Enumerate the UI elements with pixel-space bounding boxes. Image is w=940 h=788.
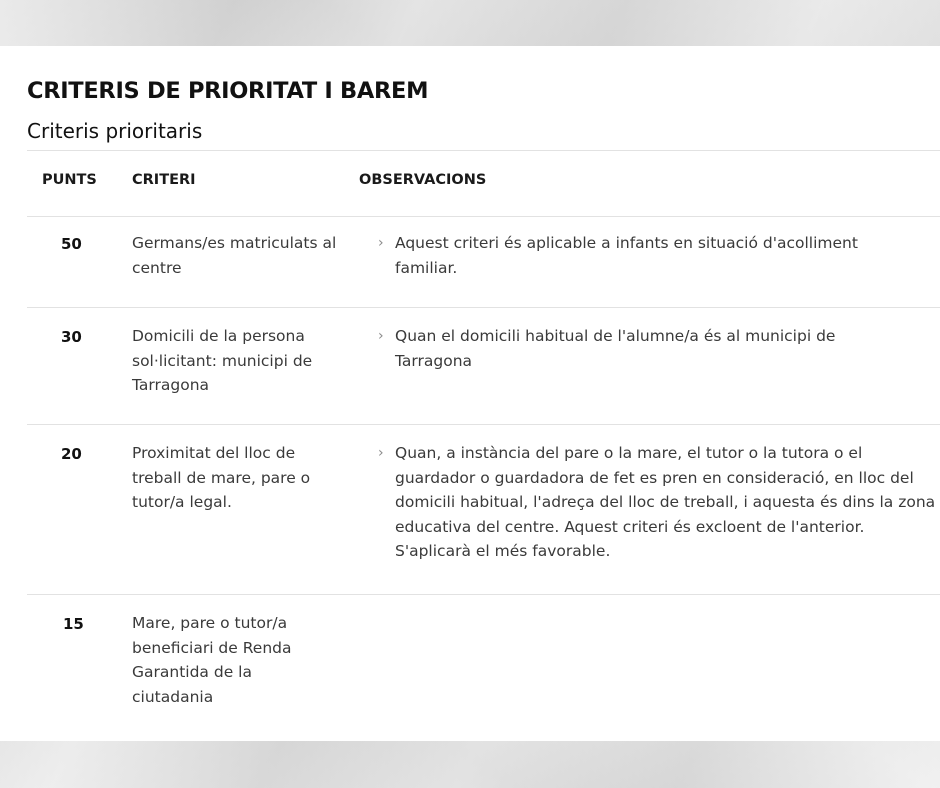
points-value: 30: [61, 328, 82, 346]
column-header-observacions: OBSERVACIONS: [359, 172, 487, 188]
column-header-punts: PUNTS: [42, 172, 97, 188]
divider: [27, 216, 940, 217]
chevron-right-icon: ›: [378, 328, 384, 344]
observacio-text: Aquest criteri és aplicable a infants en situació d'acolliment familiar.: [395, 234, 858, 277]
chevron-right-icon: ›: [378, 235, 384, 251]
criteri-text: Proximitat del lloc de treball de mare, pare o tutor/a legal.: [132, 444, 311, 511]
criteri-text: Germans/es matriculats al centre: [132, 234, 337, 277]
page-title: CRITERIS DE PRIORITAT I BAREM: [27, 78, 429, 104]
observacio-text: Quan, a instància del pare o la mare, el tutor o la tutora o el guardador o guardadora de fet es pren en consideració, en lloc del domicili habitual, l'adreça del lloc de treball, i aquesta és dins la zona educativa del centre. Aquest criteri és excloent de l'anterior. S'aplicarà el més favorable.: [395, 444, 936, 560]
observacio-text: Quan el domicili habitual de l'alumne/a és al municipi de Tarragona: [395, 327, 836, 370]
criteri-text: Domicili de la persona sol·licitant: municipi de Tarragona: [132, 327, 313, 394]
section-subtitle: Criteris prioritaris: [27, 119, 203, 143]
points-value: 50: [61, 235, 82, 253]
criteri-text: Mare, pare o tutor/a beneficiari de Renda Garantida de la ciutadania: [132, 614, 292, 706]
chevron-right-icon: ›: [378, 445, 384, 461]
content-card: [0, 46, 940, 741]
column-header-criteri: CRITERI: [132, 172, 196, 188]
points-value: 15: [63, 615, 84, 633]
divider: [27, 424, 940, 425]
divider: [27, 150, 940, 151]
divider: [27, 307, 940, 308]
divider: [27, 594, 940, 595]
points-value: 20: [61, 445, 82, 463]
